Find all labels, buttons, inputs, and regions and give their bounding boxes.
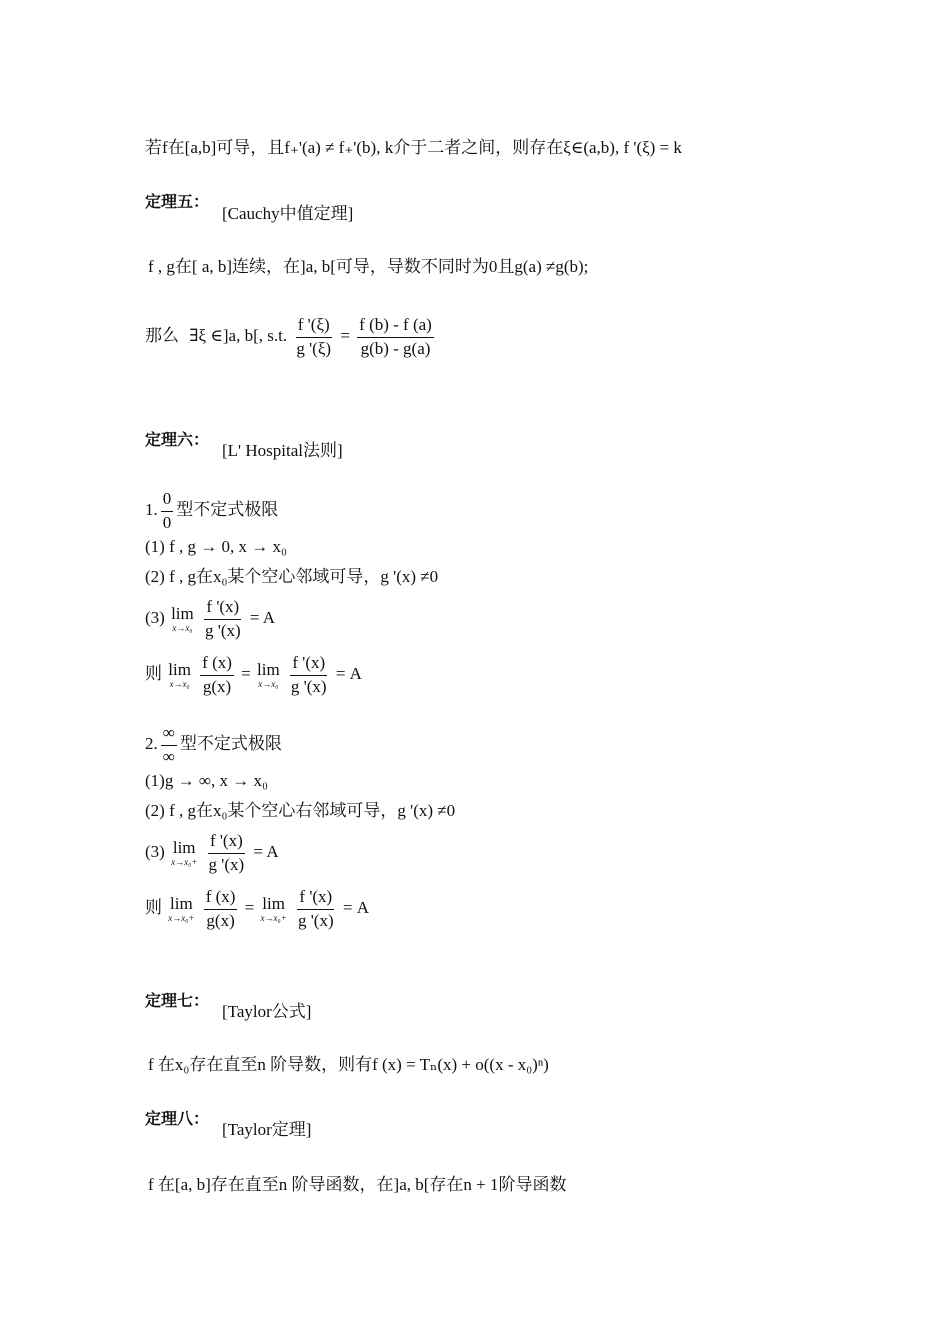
- darboux-line: 若f在[a,b]可导，且f₊'(a) ≠ f₊'(b), k介于二者之间，则存在ξ∈(a,b), f '(ξ) = k: [145, 138, 682, 157]
- lim-subscript: x→x₀: [258, 679, 279, 690]
- condition-number: (3): [145, 608, 165, 628]
- theorem-7-tag: [Taylor公式]: [222, 1002, 312, 1021]
- limit-operator: [171, 605, 194, 633]
- fraction-numerator: ∞: [161, 724, 177, 746]
- inf-over-inf-fraction: [161, 724, 177, 766]
- derivative-ratio: [207, 832, 247, 874]
- conclusion-line: [145, 654, 362, 696]
- derivative-ratio: [289, 654, 329, 696]
- theorem-5-tag: [Cauchy中值定理]: [222, 204, 354, 223]
- theorem-8-heading: 定理八：: [145, 1109, 210, 1128]
- condition-2: (2) f , g在x₀某个空心右邻域可导，g '(x) ≠0: [145, 801, 456, 820]
- equals-sign: =: [241, 664, 251, 684]
- fraction-denominator: g '(ξ): [296, 338, 332, 358]
- fraction-denominator: ∞: [162, 746, 175, 766]
- exists-condition: ∃ξ ∈]a, b[, s.t.: [189, 326, 288, 346]
- fraction-denominator: 0: [162, 512, 172, 532]
- theorem-5-heading: 定理五：: [145, 192, 210, 211]
- theorem-7-heading: 定理七：: [145, 991, 210, 1010]
- limit-value: = A: [253, 842, 279, 862]
- cauchy-fraction-left: [294, 316, 333, 358]
- fraction-numerator: f '(x): [208, 832, 245, 854]
- fraction-denominator: g(x): [206, 910, 235, 930]
- limit-operator: [168, 661, 191, 689]
- function-ratio: [204, 888, 238, 930]
- lim-subscript: x→x₀+: [260, 913, 287, 924]
- lim-text: lim: [257, 660, 280, 680]
- fraction-numerator: f (x): [200, 654, 234, 676]
- limit-value: = A: [342, 898, 369, 918]
- theorem-6-tag: [L' Hospital法则]: [222, 441, 343, 460]
- inf-over-inf-title: [145, 724, 282, 766]
- conclusion-prefix: 那么: [145, 326, 179, 346]
- lim-subscript: x→x₀+: [168, 913, 195, 924]
- cauchy-fraction-right: [357, 316, 434, 358]
- theorem-5-conclusion: [145, 316, 437, 358]
- theorem-5-condition: f , g在[ a, b]连续，在]a, b[可导，导数不同时为0且g(a) ≠g(b);: [148, 257, 589, 276]
- fraction-denominator: g '(x): [208, 854, 245, 874]
- fraction-numerator: f '(x): [290, 654, 327, 676]
- then-word: 则: [145, 898, 162, 918]
- fraction-numerator: 0: [161, 490, 174, 512]
- taylor-theorem-line: f 在[a, b]存在直至n 阶导函数，在]a, b[存在n + 1阶导函数: [148, 1175, 567, 1194]
- conclusion-line: [145, 888, 369, 930]
- derivative-ratio: [296, 888, 336, 930]
- condition-1: (1) f , g → 0, x → x₀: [145, 537, 287, 556]
- fraction-denominator: g '(x): [297, 910, 334, 930]
- lim-subscript: x→x₀: [169, 679, 190, 690]
- fraction-numerator: f '(ξ): [296, 316, 332, 338]
- fraction-numerator: f '(x): [297, 888, 334, 910]
- equals-sign: =: [340, 326, 350, 346]
- lim-text: lim: [262, 894, 285, 914]
- then-word: 则: [145, 664, 162, 684]
- item-title: 型不定式极限: [179, 734, 282, 754]
- condition-3: [145, 598, 275, 640]
- lim-subscript: x→x₀: [172, 623, 193, 634]
- lim-subscript: x→x₀+: [171, 857, 198, 868]
- function-ratio: [200, 654, 234, 696]
- fraction-denominator: g '(x): [290, 676, 327, 696]
- fraction-numerator: f (x): [204, 888, 238, 910]
- item-number: 1.: [145, 500, 158, 520]
- theorem-6-heading: 定理六：: [145, 430, 210, 449]
- lim-text: lim: [171, 604, 194, 624]
- fraction-denominator: g(x): [202, 676, 232, 696]
- taylor-formula-line: f 在x₀存在直至n 阶导数，则有f (x) = Tₙ(x) + o((x - x₀)ⁿ): [148, 1055, 549, 1074]
- item-title: 型不定式极限: [176, 500, 279, 520]
- zero-over-zero-fraction: [161, 490, 174, 532]
- condition-number: (3): [145, 842, 165, 862]
- limit-operator: [168, 895, 194, 923]
- item-number: 2.: [145, 734, 158, 754]
- fraction-numerator: f (b) - f (a): [357, 316, 434, 338]
- condition-2: (2) f , g在x₀某个空心邻域可导，g '(x) ≠0: [145, 567, 439, 586]
- fraction-denominator: g(b) - g(a): [360, 338, 431, 358]
- fraction-denominator: g '(x): [205, 620, 241, 640]
- fraction-numerator: f '(x): [204, 598, 241, 620]
- lim-text: lim: [170, 894, 193, 914]
- condition-3: [145, 832, 279, 874]
- limit-operator: [257, 661, 280, 689]
- derivative-ratio: [203, 598, 243, 640]
- limit-operator: [171, 839, 197, 867]
- lim-text: lim: [168, 660, 191, 680]
- lim-text: lim: [172, 838, 196, 858]
- theorem-8-tag: [Taylor定理]: [222, 1120, 312, 1139]
- condition-1: (1)g → ∞, x → x₀: [145, 771, 268, 790]
- limit-value: = A: [335, 664, 362, 684]
- zero-over-zero-title: [145, 490, 278, 532]
- limit-operator: [261, 895, 287, 923]
- limit-value: = A: [249, 608, 276, 628]
- equals-sign: =: [244, 898, 255, 918]
